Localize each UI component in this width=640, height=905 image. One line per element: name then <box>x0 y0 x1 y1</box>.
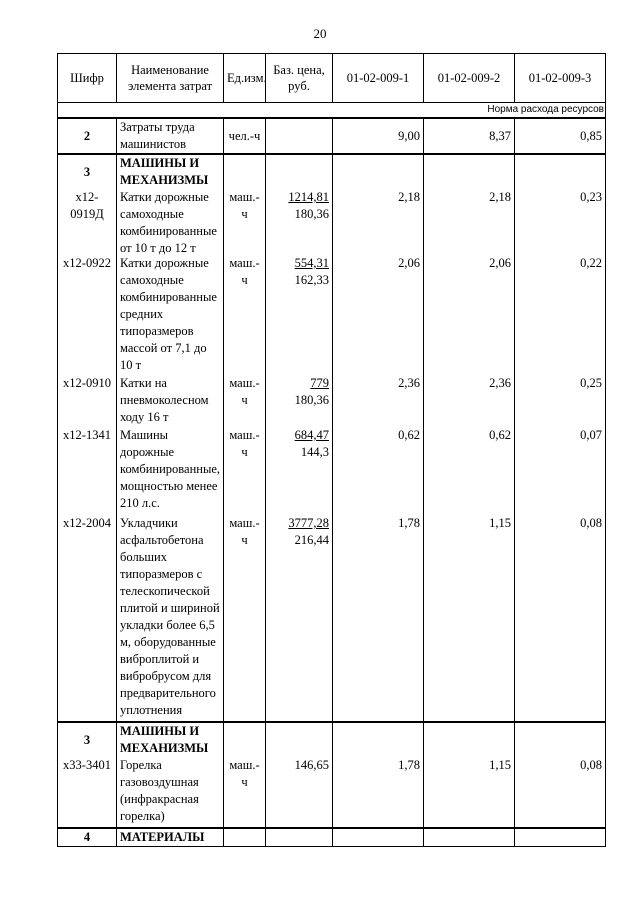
labor-unit: чел.-ч <box>224 118 266 154</box>
price-wage: 162,33 <box>294 273 329 287</box>
row-v2: 2,06 <box>489 256 511 270</box>
row-code: х12-2004 <box>63 516 111 530</box>
machines-codes <box>58 154 117 722</box>
row-v3: 0,08 <box>580 516 602 530</box>
row-price <box>269 189 329 255</box>
labor-name: Затраты труда машинистов <box>117 118 224 154</box>
materials-unit <box>224 828 266 847</box>
row-code: х12-0919Д <box>70 190 104 221</box>
header-code: Шифр <box>58 54 117 103</box>
price-wage: 216,44 <box>294 533 329 547</box>
labor-code: 2 <box>58 118 117 154</box>
materials-v1 <box>333 828 424 847</box>
price-main: 554,31 <box>294 256 329 270</box>
row-unit: маш.-ч <box>229 428 260 459</box>
row-code: х12-0922 <box>63 256 111 270</box>
price-main: 779 <box>310 376 329 390</box>
burner-v3-cell <box>515 722 606 828</box>
row-unit: маш.-ч <box>229 256 260 287</box>
row-unit: маш.-ч <box>229 516 260 547</box>
row-price <box>269 427 329 515</box>
row-v2: 2,36 <box>489 376 511 390</box>
header-col3: 01-02-009-3 <box>515 54 606 103</box>
materials-v3 <box>515 828 606 847</box>
machines-prices <box>266 154 333 722</box>
norm-label: Норма расхода ресурсов <box>58 103 606 119</box>
row-v3: 0,25 <box>580 376 602 390</box>
machines-v3 <box>515 154 606 722</box>
header-col2: 01-02-009-2 <box>424 54 515 103</box>
row-price: 146,65 <box>294 758 329 772</box>
burner-unit-cell <box>224 722 266 828</box>
row-name: Катки на пневмоколесном ходу 16 т <box>120 376 209 424</box>
row-name: Горелка газовоздушная (инфракрасная горелка) <box>120 758 199 823</box>
row-price <box>269 375 329 427</box>
labor-price <box>266 118 333 154</box>
row-v1: 2,18 <box>398 190 420 204</box>
price-main: 1214,81 <box>288 190 329 204</box>
row-name: Машины дорожные комбинированные, мощностью менее 210 л.с. <box>120 428 221 510</box>
row-v1: 2,36 <box>398 376 420 390</box>
row-price <box>269 255 329 375</box>
materials-price <box>266 828 333 847</box>
labor-v2: 8,37 <box>424 118 515 154</box>
row-v1: 1,78 <box>398 516 420 530</box>
row-unit: маш.-ч <box>229 376 260 407</box>
row-name: Укладчики асфальтобетона больших типоразмеров с телескопической плитой и шириной укладки более 6,5 м, оборудованные виброплитой и вибробрусом для предварительного уплотнения <box>120 516 220 717</box>
row-v1: 2,06 <box>398 256 420 270</box>
price-wage: 144,3 <box>300 445 329 459</box>
section-title: МАШИНЫ И МЕХАНИЗМЫ <box>120 156 209 187</box>
burner-v2-cell <box>424 722 515 828</box>
row-v1: 0,62 <box>398 428 420 442</box>
burner-codes <box>58 722 117 828</box>
price-wage: 180,36 <box>294 393 329 407</box>
row-unit: маш.-ч <box>229 758 260 789</box>
row-v3: 0,08 <box>580 758 602 772</box>
price-main: 3777,28 <box>288 516 329 530</box>
row-v3: 0,07 <box>580 428 602 442</box>
norm-label-row <box>58 103 606 119</box>
section-code: 3 <box>83 733 91 747</box>
row-price <box>269 515 329 549</box>
burner-block <box>58 722 606 828</box>
price-main: 684,47 <box>294 428 329 442</box>
row-v2: 2,18 <box>489 190 511 204</box>
row-v3: 0,23 <box>580 190 602 204</box>
header-col1: 01-02-009-1 <box>333 54 424 103</box>
row-v2: 1,15 <box>489 516 511 530</box>
row-unit: маш.-ч <box>229 190 260 221</box>
header-name: Наименование элемента затрат <box>117 54 224 103</box>
machines-block <box>58 154 606 722</box>
burner-names <box>117 722 224 828</box>
row-name: Катки дорожные самоходные комбинированные средних типоразмеров массой от 7,1 до 10 т <box>120 256 217 372</box>
row-name: Катки дорожные самоходные комбинированные от 10 т до 12 т <box>120 190 217 255</box>
row-code: х12-0910 <box>63 376 111 390</box>
row-code: х12-1341 <box>63 428 111 442</box>
labor-v3: 0,85 <box>515 118 606 154</box>
materials-v2 <box>424 828 515 847</box>
section-title: МАШИНЫ И МЕХАНИЗМЫ <box>120 724 209 755</box>
materials-title: МАТЕРИАЛЫ <box>117 828 224 847</box>
machines-v2 <box>424 154 515 722</box>
burner-v1-cell <box>333 722 424 828</box>
labor-v1: 9,00 <box>333 118 424 154</box>
materials-code: 4 <box>58 828 117 847</box>
section-code: 3 <box>83 165 91 179</box>
header-row <box>58 54 606 103</box>
row-code: х33-3401 <box>63 758 111 772</box>
resource-norms-table <box>57 53 606 847</box>
row-v2: 0,62 <box>489 428 511 442</box>
row-v3: 0,22 <box>580 256 602 270</box>
price-wage: 180,36 <box>294 207 329 221</box>
labor-row <box>58 118 606 154</box>
page-number: 20 <box>313 26 327 41</box>
header-price: Баз. цена, руб. <box>266 54 333 103</box>
row-v1: 1,78 <box>398 758 420 772</box>
header-unit: Ед.изм. <box>224 54 266 103</box>
burner-price-cell <box>266 722 333 828</box>
row-v2: 1,15 <box>489 758 511 772</box>
machines-v1 <box>333 154 424 722</box>
machines-units <box>224 154 266 722</box>
materials-row <box>58 828 606 847</box>
machines-names <box>117 154 224 722</box>
